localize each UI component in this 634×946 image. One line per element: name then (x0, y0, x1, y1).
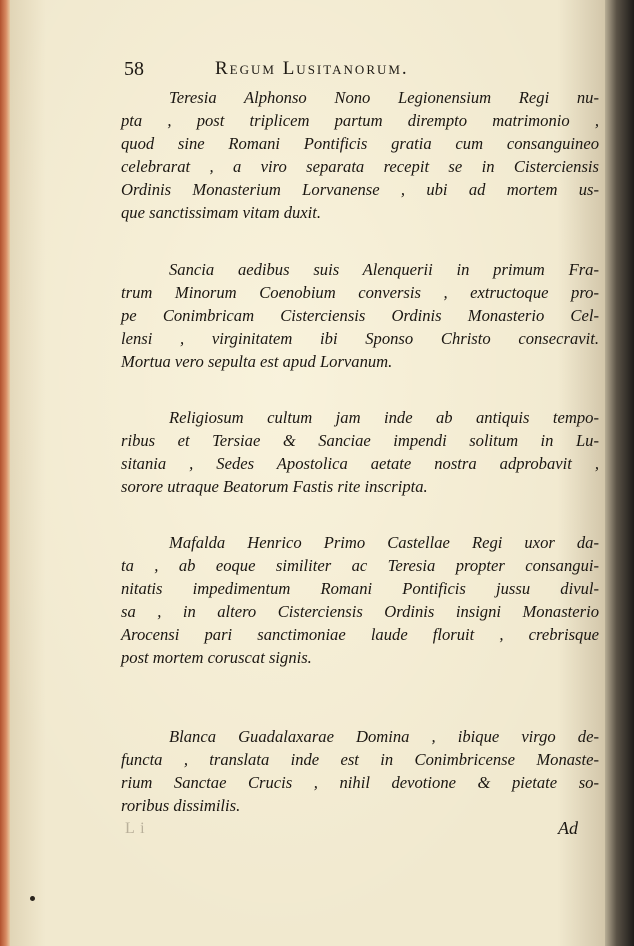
paragraph-blanca (121, 725, 599, 817)
text-line: ribus et Tersiae & Sanciae impendi solitum in Lu- (121, 431, 599, 450)
paragraph-mafalda (121, 531, 599, 669)
running-title: Regum Lusitanorum. (215, 58, 409, 79)
text-line: Religiosum cultum jam inde ab antiquis tempo- (169, 408, 599, 427)
page-edge (0, 0, 10, 946)
text-line: sa , in altero Cisterciensis Ordinis insigni Monasterio (121, 602, 599, 621)
text-line: roribus dissimilis. (121, 796, 241, 815)
text-line: Mortua vero sepulta est apud Lorvanum. (121, 352, 393, 371)
paragraph-religiosum (121, 406, 599, 498)
text-line: pe Conimbricam Cisterciensis Ordinis Monasterio Cel- (121, 306, 599, 325)
text-line: pta , post triplicem partum dirempto matrimonio , (121, 111, 599, 130)
text-line: Mafalda Henrico Primo Castellae Regi uxor da- (169, 533, 599, 552)
ink-spot (30, 896, 35, 901)
text-line: rium Sanctae Crucis , nihil devotione & pietate so- (121, 773, 599, 792)
text-line: functa , translata inde est in Conimbricense Monaste- (121, 750, 599, 769)
text-line: trum Minorum Coenobium conversis , extructoque pro- (121, 283, 599, 302)
signature-mark: L i (125, 820, 146, 837)
text-line: lensi , virginitatem ibi Sponso Christo consecravit. (121, 329, 599, 348)
text-line: sitania , Sedes Apostolica aetate nostra adprobavit , (121, 454, 599, 473)
paragraph-sancia (121, 258, 599, 373)
text-line: Sancia aedibus suis Alenquerii in primum Fra- (169, 260, 599, 279)
text-line: post mortem coruscat signis. (121, 648, 312, 667)
page-number: 58 (124, 58, 144, 80)
text-line: ta , ab eoque similiter ac Teresia propter consangui- (121, 556, 599, 575)
text-block (121, 86, 599, 817)
paragraph-teresia (121, 86, 599, 224)
text-line: sorore utraque Beatorum Fastis rite inscripta. (121, 477, 428, 496)
text-line: Arocensi pari sanctimoniae laude floruit , crebrisque (121, 625, 599, 644)
text-line: celebrarat , a viro separata recepit se in Cisterciensis (121, 157, 599, 176)
book-page (10, 0, 605, 946)
book-spine (605, 0, 634, 946)
text-line: Teresia Alphonso Nono Legionensium Regi nu- (169, 88, 599, 107)
text-line: que sanctissimam vitam duxit. (121, 203, 322, 222)
text-line: nitatis impedimentum Romani Pontificis jussu divul- (121, 579, 599, 598)
text-line: Blanca Guadalaxarae Domina , ibique virgo de- (169, 727, 599, 746)
catchword: Ad (558, 818, 578, 838)
text-line: Ordinis Monasterium Lorvanense , ubi ad mortem us- (121, 180, 599, 199)
text-line: quod sine Romani Pontificis gratia cum consanguineo (121, 134, 599, 153)
running-head (10, 52, 605, 82)
